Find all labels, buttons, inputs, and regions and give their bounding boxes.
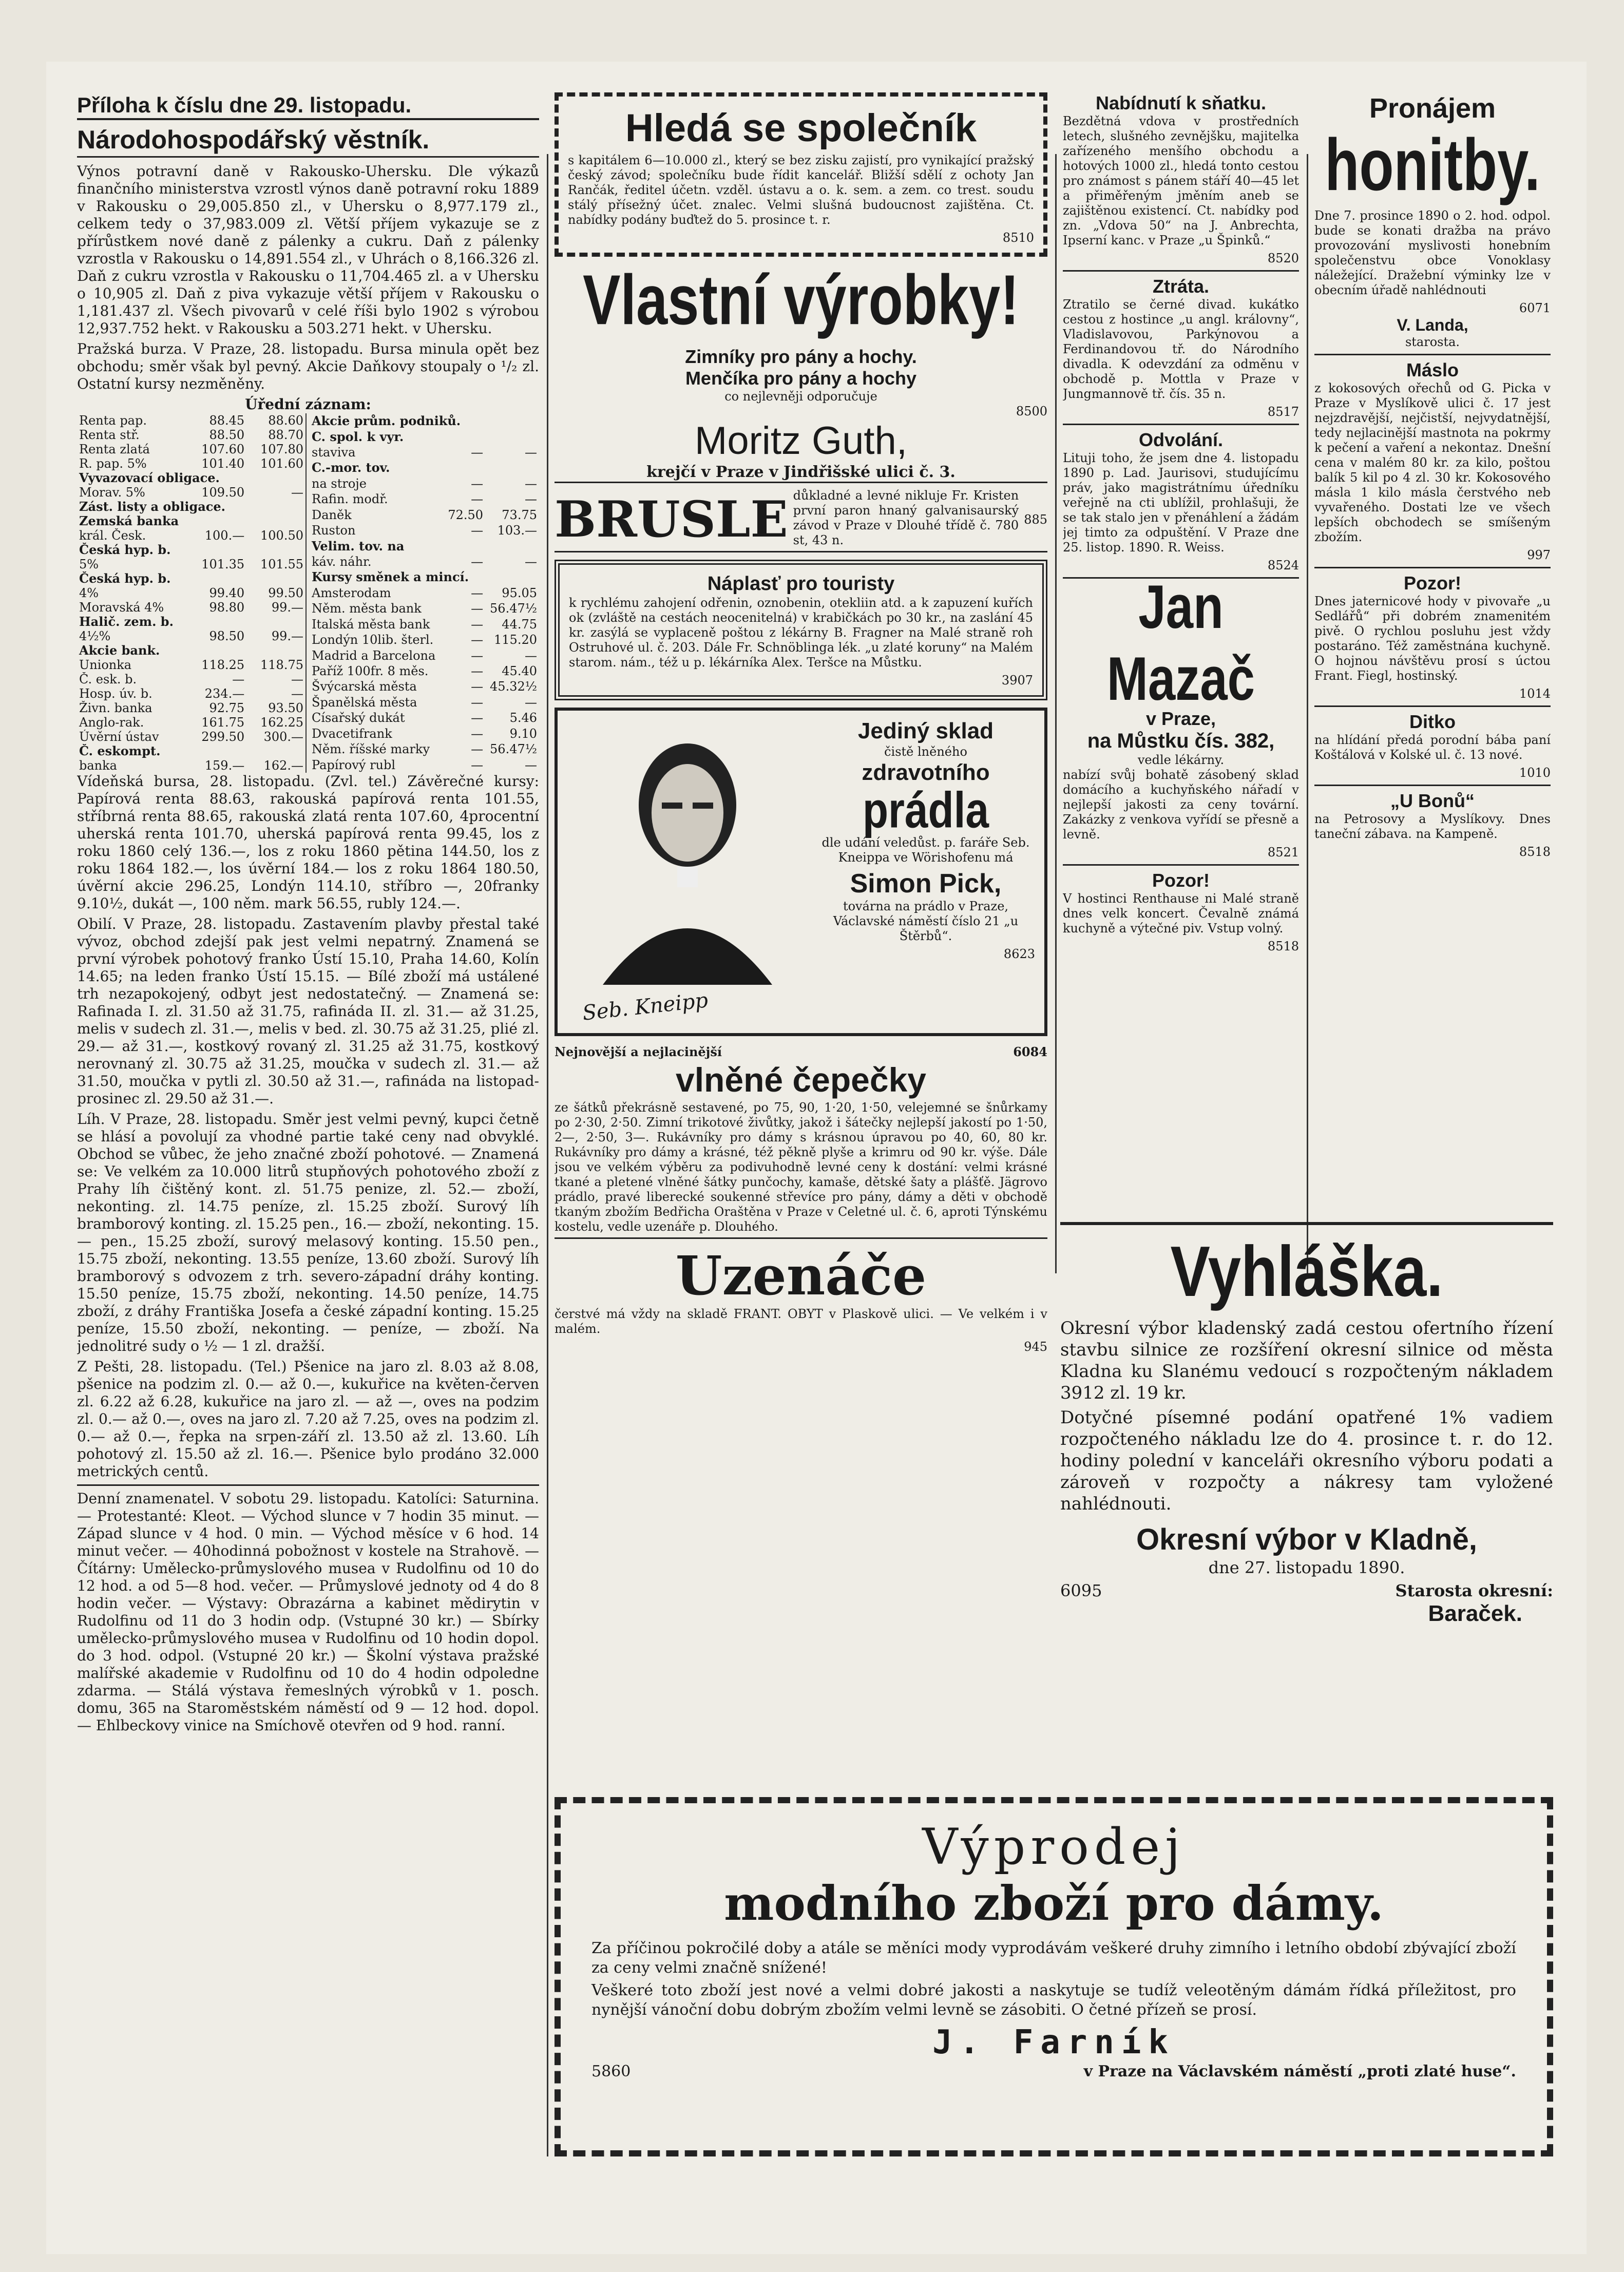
ad-line: prádla	[862, 782, 989, 838]
table-cell: Amsterodam	[312, 585, 391, 600]
table-cell: —	[471, 492, 484, 507]
table-row	[77, 600, 306, 615]
table-cell: —	[471, 648, 484, 663]
ad-number: 885	[1024, 512, 1047, 527]
linen-ad-text	[816, 718, 1035, 1026]
table-cell: Renta zlatá	[79, 442, 150, 456]
table-cell: 109.50	[201, 485, 245, 500]
table-cell: Paříž 100fr. 8 měs.	[312, 663, 429, 678]
table-row	[77, 715, 306, 730]
hunting-ad-text: Dne 7. prosince 1890 o 2. hod. odpol. bude se konati dražba na právo provozování myslivosti honebním společenstvu obce Vonoklasy náležející. Dražební výminky lze v obecním úřadě nahlédnouti	[1314, 208, 1551, 297]
table-cell: 161.75	[201, 715, 245, 730]
plaster-title: Náplasť pro touristy	[707, 573, 895, 595]
table-row	[77, 528, 306, 543]
spirits-market-article: Líh. V Praze, 28. listopadu. Směr jest velmi pevný, kupci četně se hlásí a povolují za vhodné partie také ceny nad obvyklé. Obchod se vůbec, že jeho značné zboží pohotové. — Znamená se: Ve velkém za 10.000 litrů stupňových pohotového zboží z Prahy líh čištěný kont. zl. 51.75 penize, zl. 52.— zboží, nekonting. zl. 14.75 peníze, zl. 15.25 zboží. Surový líh bramborový konting. zl. 15.25 pen., 16.— zboží, nekonting. 15.— pen., 15.25 zboží, surový melasový konting. 15.50 pen., 15.75 zboží, nekonting. 13.55 peníze, 13.60 zboží. Surový líh bramborový s odvozem z trh. severo-západní dráhy konting. 15.50 peníze, 15.75 zboží, nekonting. 14.50 peníze, 14.75 zboží, z dráhy Františka Josefa a české západní konting. 15.25 peníze, 15.50 zboží, nekonting. — peníze, — zboží. Na jednolitré sudy o ½ — 1 zl. dražší.	[77, 1111, 539, 1354]
table-cell: Daněk	[312, 507, 352, 522]
table-cell: Renta stř.	[79, 428, 140, 442]
table-cell: 45.40	[502, 663, 537, 678]
table-cell: 56.47½	[490, 742, 537, 757]
table-cell: —	[525, 445, 537, 460]
skates-text: důkladné a levné nikluje Fr. Kristen první paron hnaný galvanisaurský závod v Praze v Dlouhé třídě č. 780 st, 43 n.	[793, 488, 1019, 547]
table-cell: C. spol. k vyr.	[312, 429, 404, 444]
ads-column-2	[555, 92, 1047, 1812]
table-row	[77, 615, 306, 629]
table-cell: Česká hyp. b.	[79, 571, 171, 586]
table-cell: 92.75	[209, 701, 245, 715]
table-row	[77, 658, 306, 672]
table-cell: Italská města bank	[312, 617, 430, 632]
signatory-role: Starosta okresní:	[1395, 1581, 1553, 1600]
table-cell: 100.50	[260, 528, 303, 543]
table-row	[310, 725, 539, 741]
table-cell: král. Česk.	[79, 528, 146, 543]
table-row	[77, 485, 306, 500]
table-cell: —	[525, 648, 537, 663]
table-cell: Něm. říšské marky	[312, 742, 430, 757]
ad-number: 6095	[1060, 1581, 1102, 1600]
table-cell: Renta pap.	[79, 413, 147, 428]
retraction-ad-title: Odvolání.	[1138, 429, 1224, 450]
partner-wanted-ad	[555, 92, 1047, 257]
table-row	[310, 741, 539, 757]
prague-bourse-article: Pražská burza. V Praze, 28. listopadu. Bursa minula opět bez obchodu; směr však byl pevný. Akcie Daňkovy stoupaly o ¹/₂ zl. Ostatní kursy nezměněny.	[77, 340, 539, 392]
ad-line: vedle lékárny.	[1137, 753, 1225, 767]
table-cell: Ruston	[312, 523, 356, 538]
table-cell: 56.47½	[490, 601, 537, 616]
table-cell: Velim. tov. na	[312, 538, 405, 553]
table-cell: —	[471, 445, 484, 460]
loss-ad-title: Ztráta.	[1152, 276, 1210, 297]
ad-number: 1014	[1519, 686, 1551, 701]
ad-line: Nejnovější a nejlacinější	[555, 1044, 722, 1059]
table-row	[77, 471, 306, 485]
table-cell: —	[471, 711, 484, 725]
caps-text: ze šátků překrásně sestavené, po 75, 90, 1·20, 1·50, velejemné se šnůrkamy po 2·30, 2·50. Zimní trikotové živůtky, jakož i šátečky nejlepší jakostí po 1·50, 2—, 2·50, 3—. Rukávníky pro dámy s krásnou úpravou po 40, 60, 80 kr. Rukávníky pro dámy a krásné, též pěkně plyše a krimru od 90 kr. výše. Dále jsou ve velkém výběru za podivuhodně levné ceny k dostání: velmi krásné tkané a pletené vlněné šátky punčochy, kamaše, dětské šaty a plášťě. Jägrovo prádlo, pravé liberecké soukenné střevíce pro pány, dámy a děti v obchodě tkaným zbožím Bedřicha Oraštěna v Praze v Celetné ul. č. 6, aproti Týnskému kostelu, vedle uzenáře p. Dlouhého.	[555, 1100, 1047, 1234]
ad-number: 8520	[1267, 251, 1299, 265]
own-products-ad	[555, 260, 1047, 483]
table-cell: R. pap. 5%	[79, 456, 147, 471]
table-row	[77, 586, 306, 600]
table-cell: 107.60	[201, 442, 245, 456]
table-cell: staviva	[312, 445, 356, 460]
notice-text: Dotyčné písemné podání opatřené 1% vadiem rozpočteného nákladu lze do 4. prosince t. r. do 12. hodiny polední v kanceláři okresního výboru podati a zároveň v rozpočty a nákresy tam vyložené nahlédnouti.	[1060, 1407, 1553, 1514]
table-cell: 44.75	[502, 617, 537, 632]
table-row	[77, 557, 306, 571]
ad-number: 945	[1024, 1340, 1047, 1354]
ad-number: 5860	[591, 2063, 631, 2080]
ad-line: továrna na prádlo v Praze, Václavské náměstí číslo 21 „u Štěrbů“.	[833, 899, 1019, 943]
table-row	[310, 413, 539, 429]
ad-number: 3907	[1001, 673, 1033, 688]
table-row	[77, 428, 306, 442]
linen-ad	[555, 708, 1047, 1036]
butter-ad-text: z kokosových ořechů od G. Picka v Praze v Myslíkově ulici č. 17 jest nejzdravější, nejčistší, nejvydatnější, tedy nejlacinější mastnota na pokrmy k pečení a vaření a nekontaz. Dnešní cena v malém 80 kr. za kilo, poštou balík 5 kil po 4 zl. 30 kr. Kokosového másla 1 kilo másla čerstvého neb vyvařeného. Dostati lze ve všech lepších obchodech se smíšeným zbožím.	[1314, 381, 1551, 544]
concert-ad-text: V hostinci Renthause ni Malé straně dnes velk koncert. Čevalně známá kuchyně a výtečné piv. Vstup volný.	[1063, 891, 1299, 935]
table-cell: na stroje	[312, 476, 367, 491]
merchant-name: J. Farník	[932, 2023, 1175, 2061]
table-cell: Dvacetifrank	[312, 726, 392, 741]
table-cell: Švýcarská města	[312, 679, 417, 694]
table-cell: Morav. 5%	[79, 485, 145, 500]
signatory-name: Baraček.	[1428, 1601, 1522, 1626]
table-row	[77, 730, 306, 744]
table-cell: Živn. banka	[79, 701, 152, 715]
table-cell: Akcie prům. podniků.	[312, 413, 461, 429]
table-cell: 4%	[79, 586, 99, 600]
ad-line: Zimníky pro pány a hochy.	[685, 346, 917, 367]
ad-line: co nejlevněji odporučuje	[724, 389, 877, 404]
table-row	[310, 663, 539, 679]
ad-number: 8524	[1267, 558, 1299, 572]
retraction-ad-text: Lituji toho, že jsem dne 4. listopadu 1890 p. Lad. Jaurisovi, studujícímu práv, jako magistrátnímu úředníku veřejně na cti ublížil, prohlašuji, že se tak stalo jen v přenáhlení a žádám jej timto za odpuštění. V Praze dne 25. listop. 1890. R. Weiss.	[1063, 451, 1299, 555]
table-row	[310, 695, 539, 710]
table-cell: Císařský dukát	[312, 711, 405, 725]
ad-number: 6071	[1519, 301, 1551, 315]
table-cell: 99.—	[271, 629, 303, 643]
table-cell: —	[525, 757, 537, 772]
partner-wanted-text: s kapitálem 6—10.000 zl., který se bez zisku zajistí, pro vynikající pražský český závod; společníku bude řídit kancelář. Bližší sdělí z ochoty Jan Rančák, ředitel účetn. vzděl. ústavu a o. k. sem. a zem. co trest. soudu stálý přísežný účet. znalec. Velmi slušná budoucnost zajištěna. Ct. nabídky podány buďtež do 5. prosince t. r.	[568, 153, 1034, 227]
column-divider	[1307, 154, 1308, 1273]
table-row	[310, 710, 539, 725]
table-cell: —	[471, 476, 484, 491]
ad-line: zdravotního	[862, 760, 990, 785]
newspaper-page	[46, 62, 1587, 2254]
table-cell: 100.—	[204, 528, 245, 543]
table-cell: 9.10	[509, 726, 537, 741]
table-row	[310, 554, 539, 569]
ad-line: Jediný sklad	[857, 718, 994, 743]
own-products-title: Vlastní výrobky!	[583, 260, 1019, 340]
dance-ad-title: „U Bonů“	[1390, 790, 1475, 811]
table-cell: banka	[79, 758, 117, 773]
caps-title: vlněné čepečky	[676, 1061, 926, 1099]
table-cell: —	[471, 585, 484, 600]
table-cell: Vyvazovací obligace.	[79, 471, 220, 485]
table-cell: —	[471, 633, 484, 647]
caps-ad	[555, 1044, 1047, 1239]
table-row	[310, 757, 539, 773]
butter-ad-title: Máslo	[1406, 359, 1459, 380]
merchant-address: krejčí v Praze v Jindřišské ulici č. 3.	[555, 463, 1047, 483]
ad-number: 8518	[1519, 845, 1551, 859]
notice-title: Vyhláška.	[1170, 1231, 1443, 1311]
table-cell: C.-mor. tov.	[312, 460, 390, 475]
sale-title: Výprodej	[922, 1818, 1186, 1876]
table-cell: Londýn 10lib. šterl.	[312, 633, 434, 647]
table-cell: 72.50	[448, 507, 484, 522]
smoked-fish-ad	[555, 1245, 1047, 1354]
table-row	[310, 538, 539, 553]
table-cell: 88.60	[268, 413, 303, 428]
table-cell: 98.80	[209, 600, 245, 615]
table-row	[77, 442, 306, 456]
table-cell: 118.25	[201, 658, 245, 672]
table-cell: —	[291, 485, 303, 500]
hunting-ad-title: Pronájem	[1369, 93, 1496, 124]
table-cell: Rafin. modř.	[312, 492, 388, 507]
table-row	[77, 672, 306, 686]
ad-line: v Praze,	[1145, 708, 1216, 729]
table-cell: Hosp. úv. b.	[79, 686, 152, 701]
notice-text: Okresní výbor kladenský zadá cestou ofertního řízení stavbu silnice ze rozšíření okresní silnice od města Kladna ku Slanému vedoucí s rozpočteným nákladem 3912 zl. 19 kr.	[1060, 1318, 1553, 1403]
table-cell: Něm. města bank	[312, 601, 422, 616]
sale-text: Za příčinou pokročilé doby a atále se měníci mody vyprodávám veškeré druhy zimního i letního období zbývající zboží za ceny velmi značně snížené!	[591, 1939, 1516, 1977]
ad-number: 8500	[1016, 404, 1047, 418]
sale-text: Veškeré toto zboží jest nové a velmi dobré jakosti a naskytuje se tudíž veleotěným dámám řídká příležitost, pro nynější vánoční dobu dobrým zbožím velmi levně se zásobiti. O četné přízeň se prosí.	[591, 1981, 1516, 2019]
table-cell: —	[232, 672, 245, 686]
table-row	[310, 647, 539, 663]
table-cell: 88.70	[268, 428, 303, 442]
table-cell: 88.50	[209, 428, 245, 442]
table-cell: 99.50	[268, 586, 303, 600]
ad-number: 8517	[1267, 405, 1299, 419]
plaster-text: k rychlému zahojení odřenin, oznobenin, otekliin atd. a k zapuzení kuřích ok (zvláště na cestách neocenitelná) v krabičkách po 30 kr., na zaslání 45 kr. zasýlá se vyplaceně poštou z lékárny B. Fragner na Malé straně roh Ostruhové ul. č. 203. Dále Fr. Schnöblinga lék. „u zlaté koruny“ na Malém starom. nám., též u p. lékárníka Alex. Teršce na Můstku.	[569, 596, 1033, 670]
table-cell: Zást. listy a obligace.	[79, 500, 226, 514]
ad-line: Menčíka pro pány a hochy	[685, 368, 917, 389]
feast-ad-text: Dnes jaternicové hody v pivovaře „u Sedlářů“ při dobrém znamenitém pivě. O rychlou posluhu jest vždy postaráno. Též zaměstnána kuchyně. O hojnou návštěvu prosí s úctou Frant. Fiegl, hostinský.	[1314, 594, 1551, 683]
exchange-tables	[77, 413, 539, 773]
ad-number: 1010	[1519, 766, 1551, 780]
ad-number: 8518	[1267, 939, 1299, 953]
smoked-fish-text: čerstvé má vždy na skladě FRANT. OBYT v Plaskově ulici. — Ve velkém i v malém.	[555, 1307, 1047, 1336]
loss-ad-text: Ztratilo se černé divad. kukátko cestou z hostince „u angl. královny“, Vladislavovou, Parkýnovou a Ferdinandovou tř. do Národního divadla. K odevzdání za odměnu v obchodě p. Mottla v Praze v Jungmannově tř. čís. 35 n.	[1063, 297, 1299, 401]
supplement-title: Příloha k číslu dne 29. listopadu.	[77, 92, 539, 120]
table-row	[310, 569, 539, 585]
table-row	[77, 571, 306, 586]
table-row	[310, 632, 539, 647]
table-cell: 103.—	[497, 523, 537, 538]
table-row	[310, 585, 539, 601]
column-divider	[1055, 154, 1057, 1273]
public-notice	[1060, 1222, 1553, 1780]
table-cell: Zemská banka	[79, 514, 179, 528]
table-cell: 162.—	[263, 758, 303, 773]
vienna-bourse-article: Vídeňská bursa, 28. listopadu. (Zvl. tel.) Závěrečné kursy: Papírová renta 88.63, rakouská papírová renta 101.55, stříbrná renta 88.65, rakouská zlatá renta 107.60, 4procentní uherská renta 101.70, uherská papírová renta 99.45, los z roku 1860 celý 136.—, los z roku 1860 pětina 144.50, los z roku 1864 182.—, los úvěrní 184.— los z roku 1864 180.50, úvěrní akcie 296.25, Londýn 114.10, stříbro —, 20franky 9.10½, dukát —, 100 něm. mark 56.55, rubly 124.—.	[77, 773, 539, 912]
table-cell: —	[471, 742, 484, 757]
ad-number: 6084	[1013, 1044, 1047, 1059]
table-row	[77, 758, 306, 773]
sugar-market-article: Obilí. V Praze, 28. listopadu. Zastavením plavby přestal také vývoz, obchod zdejší pak jest velmi nepatrný. Znamená se první výrobek pohotový franko Ústí 15.10, Praha 14.60, Kolín 14.65; na leden franko Ústí 15.15. — Bílé zboží má ustálené trh nezapokojený, odbyt jest nedostatečný. — Znamená se: Rafinada I. zl. 31.50 až 31.75, rafináda II. zl. 31.— až 31.25, melis v sudech zl. 31.—, melis v bed. zl. 30.75 až 31.25, plié zl. 29.— až 31.—, kostkový rovaný zl. 31.25 až 31.75, kostkový nerovnaný zl. 30.75 až 31.25, moučka v sudech zl. 31.— až 31.50, moučka v pytli zl. 30.50 až 31.—, rafináda na listopad-prosinec zl. 29.50 až 31.—.	[77, 915, 539, 1107]
sale-subtitle: modního zboží pro dámy.	[724, 1876, 1384, 1931]
table-row	[77, 456, 306, 471]
marriage-ad-text: Bezdětná vdova v prostředních letech, slušného zevnějšku, majitelka zařízeného menšího obchodu a hotových 1000 zl., hledá tonto cestou pro známost s pánem stáří 40—45 let a přiměřeným jměním aneb se zajištěnou existencí. Ct. nabídky pod zn. „Vdova 50“ na J. Anbrechta, Ipserní kanc. v Praze „u Špinků.“	[1063, 114, 1299, 247]
ad-line: čistě lněného	[884, 744, 967, 759]
table-cell: —	[291, 672, 303, 686]
table-cell: —	[525, 476, 537, 491]
table-cell: —	[471, 663, 484, 678]
table-cell: 73.75	[502, 507, 537, 522]
ad-number: 8623	[1003, 947, 1035, 961]
child-ad-title: Ditko	[1409, 711, 1456, 732]
table-cell: —	[291, 686, 303, 701]
securities-table	[77, 413, 307, 773]
merchant-name: Simon Pick,	[850, 869, 1002, 899]
table-row	[310, 601, 539, 616]
table-cell: Madrid a Barcelona	[312, 648, 436, 663]
table-cell: —	[525, 695, 537, 710]
hunting-ad-headline: honitby.	[1325, 124, 1540, 206]
concert-ad-title: Pozor!	[1152, 870, 1210, 891]
table-cell: 159.—	[204, 758, 245, 773]
clearance-sale-ad	[555, 1797, 1553, 2156]
table-cell: káv. náhr.	[312, 555, 372, 569]
table-cell: 107.80	[260, 442, 303, 456]
table-cell: 299.50	[201, 730, 245, 744]
table-row	[77, 701, 306, 715]
table-row	[310, 679, 539, 694]
mayor-role: starosta.	[1405, 335, 1460, 349]
partner-wanted-title: Hledá se společník	[625, 106, 977, 150]
table-cell: 118.75	[260, 658, 303, 672]
table-cell: 99.40	[209, 586, 245, 600]
table-cell: —	[471, 726, 484, 741]
table-cell: 101.35	[201, 557, 245, 571]
table-cell: 162.25	[260, 715, 303, 730]
table-cell: Česká hyp. b.	[79, 543, 171, 557]
table-cell: 95.05	[502, 585, 537, 600]
exchange-table-title: Úřední záznam:	[245, 396, 371, 413]
table-row	[310, 429, 539, 444]
ads-column-4	[1314, 92, 1551, 1201]
table-row	[77, 413, 306, 428]
table-cell: 88.45	[209, 413, 245, 428]
table-cell: Akcie bank.	[79, 643, 160, 658]
table-cell: —	[525, 492, 537, 507]
table-row	[310, 507, 539, 523]
child-ad-text: na hlídání předá porodní bába paní Koštálová v Kolské ul. č. 13 nové.	[1314, 733, 1551, 762]
tax-revenue-article: Výnos potravní daně v Rakousko-Uhersku. Dle výkazů finančního ministerstva vzrostl výnos daně potravní roku 1889 v Rakousku o 29,005.850 zl., v Uhersku o 8,977.179 zl., celkem tedy o 37,983.009 zl. Větší příjem vykazuje se z přírůstkem nové daně z pálenky a cukru. Daň z pálenky vzrostla v Rakousku o 14,891.554 zl., v Uhrách o 8,166.326 zl. Daň z cukru vzrostla v Rakousku o 11,704.465 zl. a v Uhersku o 10,905 zl. Daň z piva vykazuje větší příjem v Rakousku o 1,181.437 zl. Všech pivovarů v celé říši bylo 1902 s výrobou 12,937.752 hekt. v Rakousku a 503.271 hekt. v Uhersku.	[77, 163, 539, 337]
table-row	[77, 514, 306, 528]
table-cell: —	[471, 757, 484, 772]
table-row	[310, 491, 539, 507]
table-cell: —	[471, 601, 484, 616]
portrait-image	[567, 718, 808, 1026]
table-cell: 4½%	[79, 629, 111, 643]
table-cell: Č. eskompt.	[79, 744, 161, 758]
table-cell: 98.50	[209, 629, 245, 643]
skates-title: BRUSLE	[555, 490, 788, 548]
table-cell: 45.32½	[490, 679, 537, 694]
ads-column-3	[1063, 92, 1299, 1201]
table-cell: Úvěrní ústav	[79, 730, 159, 744]
kneipp-signature: Seb. Kneipp	[581, 988, 710, 1025]
kneipp-portrait	[567, 718, 808, 1026]
table-cell: —	[471, 617, 484, 632]
table-cell: 115.20	[494, 633, 537, 647]
table-cell: Papírový rubl	[312, 757, 396, 772]
table-row	[310, 523, 539, 538]
notice-date: dne 27. listopadu 1890.	[1208, 1558, 1405, 1577]
column-divider	[547, 154, 548, 2156]
table-cell: 101.40	[201, 456, 245, 471]
table-row	[77, 686, 306, 701]
table-cell: 5.46	[509, 711, 537, 725]
section-title: Národohospodářský věstník.	[77, 123, 539, 158]
table-cell: 99.—	[271, 600, 303, 615]
table-cell: Kursy směnek a mincí.	[312, 569, 469, 585]
table-cell: Anglo-rak.	[79, 715, 144, 730]
dance-ad-text: na Petrosovy a Myslíkovy. Dnes taneční zábava. na Kampeně.	[1314, 812, 1551, 841]
table-cell: 234.—	[204, 686, 245, 701]
table-row	[77, 500, 306, 514]
table-cell: —	[471, 555, 484, 569]
ad-line: dle udání veledůst. p. faráře Seb. Kneippa ve Wörishofenu má	[821, 835, 1030, 865]
daily-notes-article: Denní znamenatel. V sobotu 29. listopadu. Katolíci: Saturnina. — Protestanté: Kleot. — Východ slunce v 7 hodin 35 minut. — Západ slunce v 4 hod. 0 min. — Východ měsíce v 6 hod. 14 minut večer. — 40hodinná pobožnost v kostele na Strahově. — Čítárny: Umělecko-průmyslového musea v Rudolfinu od 10 do 12 hod. a od 5—8 hod. večer. — Průmyslové jednoty od 4 do 8 hodin večer. — Výstavy: Obrazárna a kabinet mědirytin v Rudolfinu od 11 do 3 hodin odp. (Vstupné 30 kr.) — Sbírky umělecko-průmyslového musea v Rudolfinu od 10 hodin dopol. do 3 hod. odpol. (Vstupné 20 kr.) — Školní výstava pražské malířské akademie v Rudolfinu od 10 do 4 hodin odpoledne zdarma. — Stálá výstava řemeslných výrobků v 1. posch. domu, 365 na Staroměstském náměstí od 9 — 12 hod. dopol. — Ehlbeckovy vinice na Smíchově otevřen od 9 hod. ranní.	[77, 1490, 539, 1734]
table-cell: Č. esk. b.	[79, 672, 137, 686]
ad-number: 8510	[1002, 231, 1034, 245]
plaster-ad	[555, 560, 1047, 700]
table-cell: 300.—	[263, 730, 303, 744]
pest-market-article: Z Pešti, 28. listopadu. (Tel.) Pšenice na jaro zl. 8.03 až 8.08, pšenice na podzim zl. 0.— až 0.—, kukuřice na květen-červen zl. 6.22 až 6.28, kukuřice na jaro zl. — až —, oves na podzim zl. 0.— až 0.—, oves na jaro zl. 7.20 až 7.25, oves na podzim zl. 0.— až 0.—, řepka na srpen-září zl. 13.50 až zl. 13.60. Líh pohotový zl. 15.50 až zl. 16.—. Pšenice bylo prodáno 32.000 metrických centů.	[77, 1358, 539, 1480]
feast-ad-title: Pozor!	[1404, 572, 1461, 594]
table-cell: Moravská 4%	[79, 600, 164, 615]
currency-table	[310, 413, 539, 773]
table-row	[77, 643, 306, 658]
table-row	[77, 744, 306, 758]
table-cell: Halič. zem. b.	[79, 615, 174, 629]
mayor-name: V. Landa,	[1397, 316, 1468, 334]
table-cell: —	[471, 695, 484, 710]
table-cell: Španělská města	[312, 695, 417, 710]
marriage-ad-title: Nabídnutí k sňatku.	[1095, 92, 1267, 113]
ad-number: 8521	[1267, 845, 1299, 860]
ad-number: 997	[1527, 548, 1551, 562]
economic-column	[77, 92, 539, 2239]
table-cell: 101.55	[260, 557, 303, 571]
table-cell: Unionka	[79, 658, 132, 672]
smoked-fish-title: Uzenáče	[675, 1244, 927, 1307]
table-row	[310, 460, 539, 475]
ad-line: na Můstku čís. 382,	[1087, 730, 1275, 752]
table-row	[310, 476, 539, 491]
mazac-ad-text: nabízí svůj bohatě zásobený sklad domácího a kuchyňského nářadí v nejlepší jakosti za ceny tovární. Zakázky z venkova vyřídí se přesně a levně.	[1063, 768, 1299, 842]
table-cell: —	[471, 679, 484, 694]
table-cell: 5%	[79, 557, 99, 571]
table-cell: 101.60	[260, 456, 303, 471]
merchant-address: v Praze na Václavském náměstí „proti zlaté huse“.	[1083, 2063, 1516, 2080]
table-cell: —	[471, 523, 484, 538]
mazac-ad-title: Jan Mazač	[1106, 572, 1255, 714]
skates-ad	[555, 488, 1047, 552]
table-row	[310, 616, 539, 632]
table-row	[77, 543, 306, 557]
table-cell: 93.50	[268, 701, 303, 715]
notice-authority: Okresní výbor v Kladně,	[1136, 1523, 1478, 1556]
table-row	[310, 445, 539, 460]
merchant-name: Moritz Guth,	[695, 419, 907, 463]
table-cell: —	[525, 555, 537, 569]
table-row	[77, 629, 306, 643]
